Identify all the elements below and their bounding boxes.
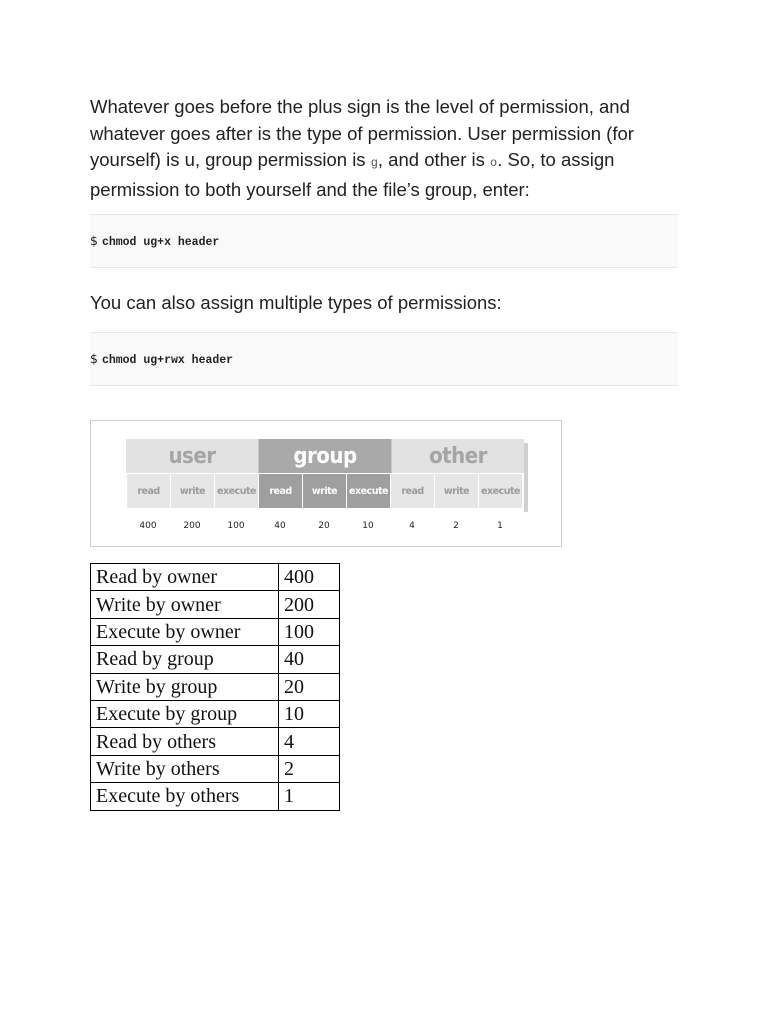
- table-row: [91, 564, 340, 591]
- shell-command: chmod ug+x header: [101, 236, 220, 249]
- permission-group-headers: [126, 439, 524, 473]
- value-other-read: 4: [409, 521, 415, 531]
- table-cell-value: 2: [279, 755, 340, 782]
- table-cell-value: 200: [279, 591, 340, 618]
- permission-diagram-grid: [126, 439, 524, 531]
- value-user-execute: 100: [227, 521, 245, 531]
- inline-code-o: o: [490, 156, 498, 170]
- value-user-read: 400: [139, 521, 157, 531]
- table-row: [91, 618, 340, 645]
- table-row: [91, 755, 340, 782]
- code-line: [90, 233, 219, 249]
- diagram-shadow: [524, 443, 528, 512]
- group-header-other: other: [391, 439, 524, 473]
- table-cell-label: Execute by group: [91, 700, 279, 727]
- shell-command: chmod ug+rwx header: [101, 354, 234, 367]
- table-cell-label: Write by owner: [91, 591, 279, 618]
- cell-other-read: read: [390, 473, 434, 508]
- table-cell-value: 40: [279, 646, 340, 673]
- value-user-write: 200: [183, 521, 201, 531]
- cell-other-write: write: [434, 473, 478, 508]
- table-cell-value: 1: [279, 783, 340, 810]
- code-block-chmod-ug-x: [90, 214, 678, 268]
- table-row: [91, 591, 340, 618]
- permission-diagram: [90, 420, 562, 547]
- cell-other-execute: execute: [478, 473, 522, 508]
- table-row: [91, 673, 340, 700]
- table-cell-label: Execute by owner: [91, 618, 279, 645]
- value-group-execute: 10: [362, 521, 374, 531]
- table-cell-value: 4: [279, 728, 340, 755]
- value-group-read: 40: [274, 521, 286, 531]
- inline-code-g: g: [370, 156, 378, 170]
- table-cell-value: 400: [279, 564, 340, 591]
- paragraph-text: . So, to assign permission to both yourself and the file’s group, enter:: [90, 149, 615, 200]
- permission-values-table: [90, 563, 340, 811]
- paragraph-multiple-types: You can also assign multiple types of permissions:: [90, 292, 502, 313]
- cell-user-write: write: [170, 473, 214, 508]
- group-header-user: user: [126, 439, 259, 473]
- value-other-execute: 1: [497, 521, 503, 531]
- shell-prompt: $: [90, 233, 98, 248]
- paragraph-permission-levels: [90, 94, 680, 203]
- table-cell-value: 10: [279, 700, 340, 727]
- table-row: [91, 700, 340, 727]
- value-other-write: 2: [453, 521, 459, 531]
- table-cell-label: Read by others: [91, 728, 279, 755]
- table-row: [91, 728, 340, 755]
- permission-type-cells: [126, 473, 524, 508]
- table-cell-value: 20: [279, 673, 340, 700]
- cell-user-execute: execute: [214, 473, 258, 508]
- value-group-write: 20: [318, 521, 330, 531]
- table-cell-label: Write by group: [91, 673, 279, 700]
- code-block-chmod-ug-rwx: [90, 332, 678, 386]
- code-line: [90, 351, 233, 367]
- table-cell-label: Read by owner: [91, 564, 279, 591]
- paragraph-text: Whatever goes before the plus sign is the level of permission, and whatever goes after is the type of permission. User permission (for yourself) is u, group permission is: [90, 96, 634, 170]
- cell-user-read: read: [126, 473, 170, 508]
- cell-group-read: read: [258, 473, 302, 508]
- table-cell-label: Execute by others: [91, 783, 279, 810]
- table-row: [91, 646, 340, 673]
- cell-group-write: write: [302, 473, 346, 508]
- table-row: [91, 783, 340, 810]
- permission-values: [126, 521, 524, 531]
- paragraph-text: , and other is: [377, 149, 490, 170]
- table-cell-value: 100: [279, 618, 340, 645]
- table-cell-label: Read by group: [91, 646, 279, 673]
- group-header-group: group: [259, 439, 391, 473]
- cell-group-execute: execute: [346, 473, 390, 508]
- shell-prompt: $: [90, 351, 98, 366]
- table-cell-label: Write by others: [91, 755, 279, 782]
